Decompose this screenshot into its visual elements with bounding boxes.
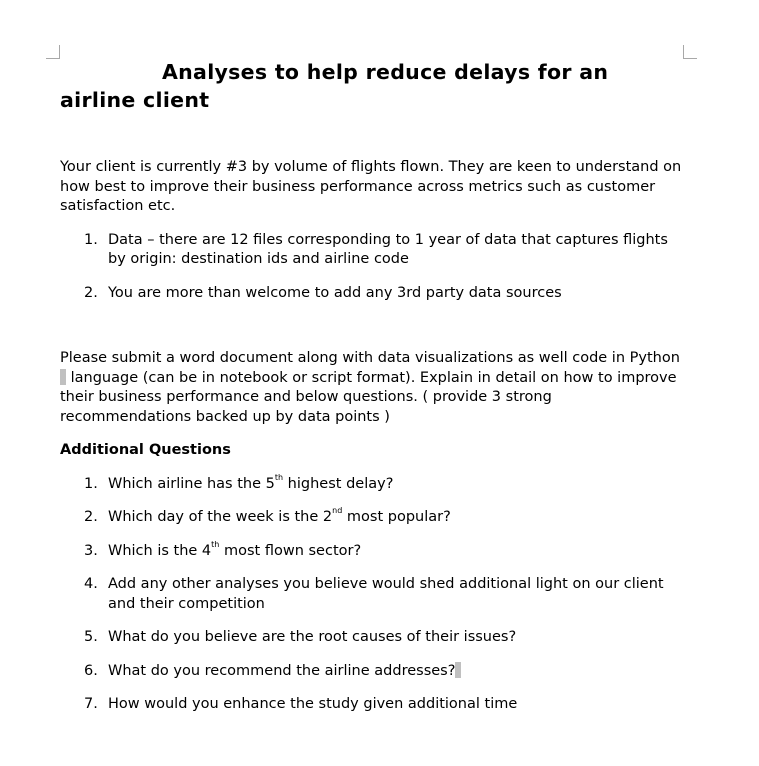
ordinal-suffix: th [274,472,284,482]
list-item [60,231,685,270]
question-text-after: most popular? [342,509,451,525]
list-item [60,662,685,682]
list-item-text [108,472,394,492]
list-item-text [108,663,461,679]
document-body[interactable] [60,58,685,715]
submission-text-part-2: language (can be in notebook or script format). Explain in detail on how to improve their business performance and below questions. ( provide 3 strong recommendations backed up by data points ) [60,369,677,425]
list-item-text: You are more than welcome to add any 3rd party data sources [108,284,562,301]
list-item-text: Data – there are 12 files corresponding to 1 year of data that captures flights by origin: destination ids and airline code [108,231,668,267]
formatting-mark [455,662,461,678]
list-number: 2. [84,284,98,301]
intro-paragraph: Your client is currently #3 by volume of flights flown. They are keen to understand on how best to improve their business performance across metrics such as customer satisfaction etc. [60,159,682,214]
list-item [60,575,685,614]
question-text-before: Which airline has the 5 [108,475,275,492]
page-corner-mark-top-left [46,45,60,59]
ordinal-suffix: nd [332,506,343,516]
list-number: 1. [84,475,98,492]
list-item [60,628,685,648]
document-title: Analyses to help reduce delays for an airline client [60,60,609,112]
list-item [60,539,685,562]
list-item-text [108,539,362,559]
list-number: 5. [84,629,98,645]
submission-text-part-1: Please submit a word document along with data visualizations as well code in Python [60,350,680,366]
list-item-text: How would you enhance the study given additional time [108,696,518,712]
question-text: What do you recommend the airline addresses? [108,662,456,679]
list-item-text [108,506,451,525]
list-item [60,695,685,715]
ordinal-suffix: th [211,539,220,549]
question-text-after: highest delay? [283,475,394,492]
submission-paragraph [60,349,685,427]
question-text-after: most flown sector? [219,542,362,559]
questions-list [60,472,685,715]
list-number: 6. [84,662,98,679]
data-list [60,231,685,304]
list-number: 3. [84,542,98,559]
list-item [60,472,685,495]
page-corner-mark-top-right [683,45,697,59]
list-number: 7. [84,696,98,712]
question-text-before: Which is the 4 [108,542,212,559]
list-number: 1. [84,231,98,248]
list-number: 2. [84,509,98,525]
list-item-text: What do you believe are the root causes of their issues? [108,629,517,645]
list-item [60,508,685,528]
question-text-before: Which day of the week is the 2 [108,509,333,525]
additional-questions-heading: Additional Questions [60,442,231,458]
list-item [60,284,685,304]
list-item-text: Add any other analyses you believe would shed additional light on our client and their competition [108,576,664,612]
list-number: 4. [84,576,98,592]
